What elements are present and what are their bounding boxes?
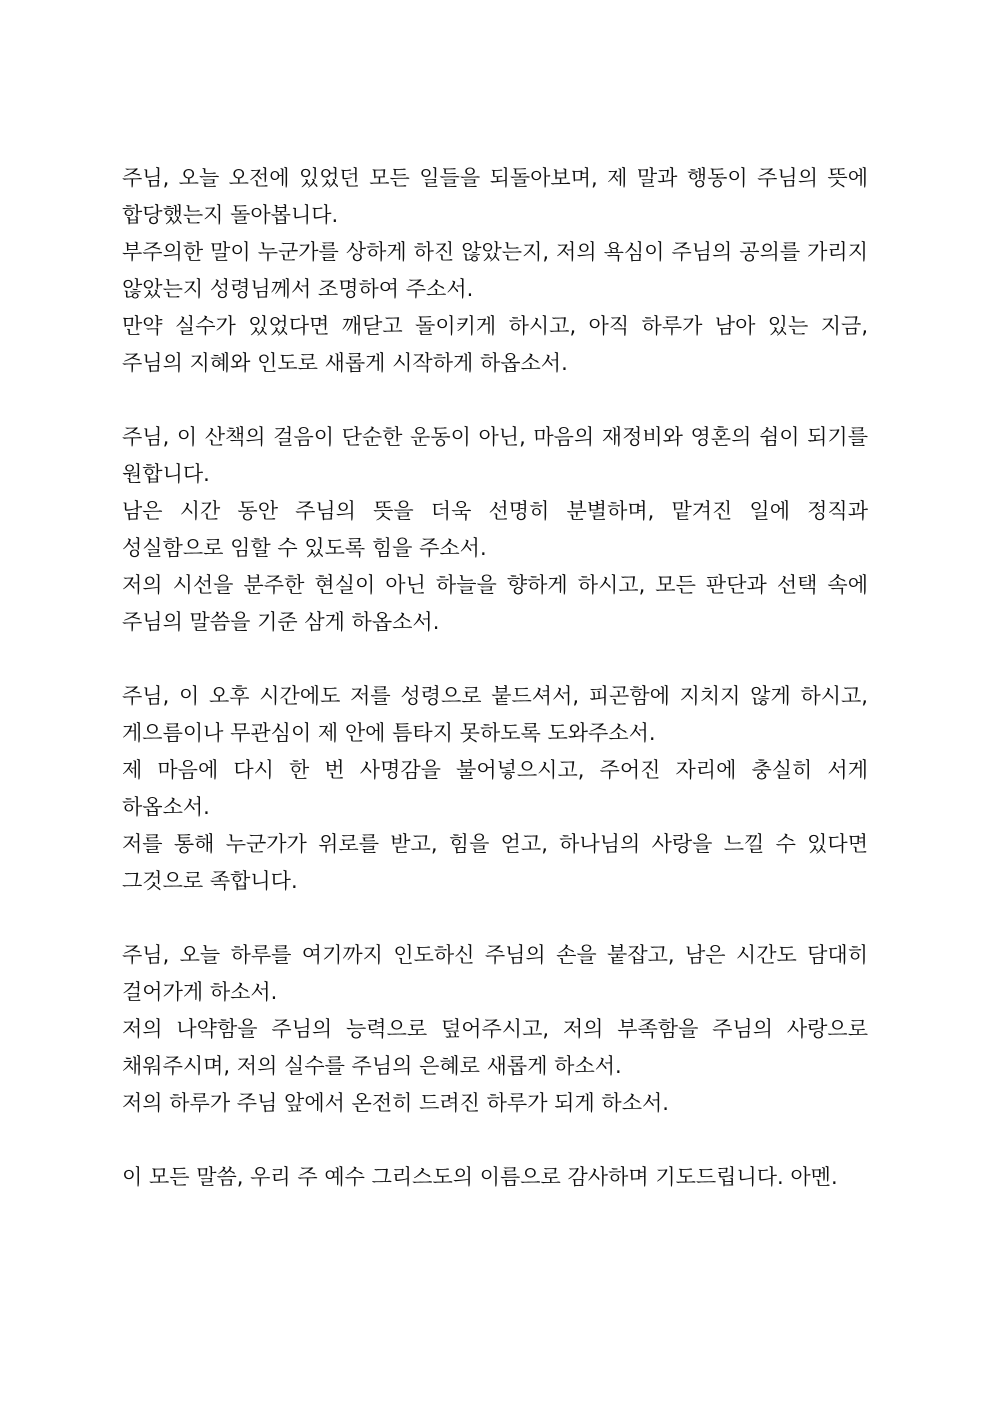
paragraph-line: 주님, 오늘 하루를 여기까지 인도하신 주님의 손을 붙잡고, 남은 시간도 담대히 걸어가게 하소서. [122,943,868,1004]
paragraph-line: 주님, 이 산책의 걸음이 단순한 운동이 아닌, 마음의 재정비와 영혼의 쉼이 되기를 원합니다. [122,425,868,486]
paragraph-line: 부주의한 말이 누군가를 상하게 하진 않았는지, 저의 욕심이 주님의 공의를 가리지 않았는지 성령님께서 조명하여 주소서. [122,240,868,301]
paragraph-line: 이 모든 말씀, 우리 주 예수 그리스도의 이름으로 감사하며 기도드립니다. 아멘. [122,1165,838,1189]
paragraph-line: 저의 시선을 분주한 현실이 아닌 하늘을 향하게 하시고, 모든 판단과 선택 속에 주님의 말씀을 기준 삼게 하옵소서. [122,573,868,634]
paragraph-closing-amen [122,1159,868,1196]
paragraph-line: 남은 시간 동안 주님의 뜻을 더욱 선명히 분별하며, 맡겨진 일에 정직과 성실함으로 임할 수 있도록 힘을 주소서. [122,499,868,560]
paragraph-line: 저의 나약함을 주님의 능력으로 덮어주시고, 저의 부족함을 주님의 사랑으로 채워주시며, 저의 실수를 주님의 은혜로 새롭게 하소서. [122,1017,868,1078]
paragraph-line: 저의 하루가 주님 앞에서 온전히 드려진 하루가 되게 하소서. [122,1091,669,1115]
paragraph-line: 주님, 이 오후 시간에도 저를 성령으로 붙드셔서, 피곤함에 지치지 않게 하시고, 게으름이나 무관심이 제 안에 틈타지 못하도록 도와주소서. [122,684,868,745]
paragraph-line: 저를 통해 누군가가 위로를 받고, 힘을 얻고, 하나님의 사랑을 느낄 수 있다면 그것으로 족합니다. [122,832,868,893]
paragraph-line: 만약 실수가 있었다면 깨닫고 돌이키게 하시고, 아직 하루가 남아 있는 지금, 주님의 지혜와 인도로 새롭게 시작하게 하옵소서. [122,314,868,375]
paragraph-line: 제 마음에 다시 한 번 사명감을 불어넣으시고, 주어진 자리에 충실히 서게 하옵소서. [122,758,868,819]
paragraph-walk-prayer [122,419,868,641]
document-page [122,160,868,1196]
paragraph-guidance-prayer [122,937,868,1122]
paragraph-afternoon-prayer [122,678,868,900]
paragraph-line: 주님, 오늘 오전에 있었던 모든 일들을 되돌아보며, 제 말과 행동이 주님의 뜻에 합당했는지 돌아봅니다. [122,166,868,227]
paragraph-morning-reflection [122,160,868,382]
